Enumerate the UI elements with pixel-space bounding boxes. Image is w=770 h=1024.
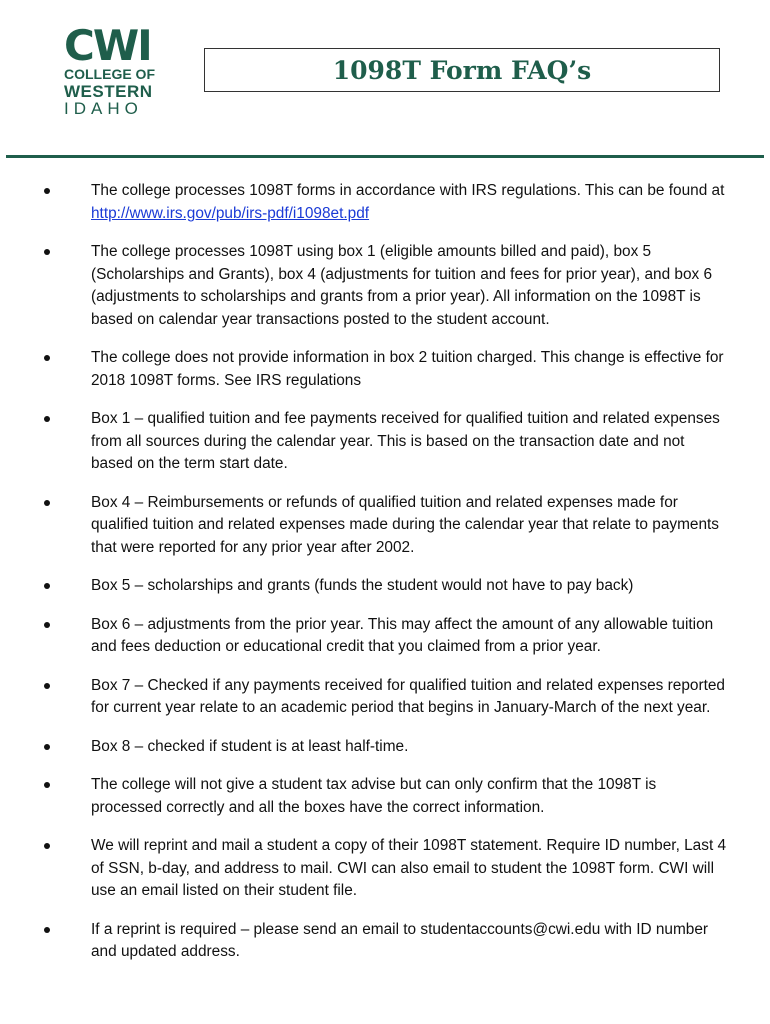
logo-line-3: IDAHO [64, 99, 143, 118]
faq-item [0, 492, 770, 560]
faq-item [0, 675, 770, 720]
bullet-icon [44, 500, 50, 506]
bullet-icon [44, 683, 50, 689]
page-title: 1098T Form FAQ’s [332, 55, 592, 85]
header-divider [6, 155, 764, 158]
faq-item-text: The college does not provide information in box 2 tuition charged. This change is effective for 2018 1098T forms. See IRS regulations [91, 349, 724, 389]
faq-item-text: The college processes 1098T using box 1 (eligible amounts billed and paid), box 5 (Scholarships and Grants), box 4 (adjustments for tuition and fees for prior year), and box 6 (adjustments to scholarships and grants from a prior year). All information on the 1098T is based on calendar year transactions posted to the student account. [91, 243, 713, 328]
faq-item-text: Box 8 – checked if student is at least half-time. [91, 737, 409, 755]
faq-item-text: Box 1 – qualified tuition and fee payments received for qualified tuition and related expenses from all sources during the calendar year. This is based on the transaction date and not based on the term start date. [91, 410, 720, 472]
faq-item-text: The college processes 1098T forms in accordance with IRS regulations. This can be found at [91, 182, 725, 199]
faq-item [0, 180, 770, 225]
logo-line-2: WESTERN [64, 82, 153, 101]
faq-item-text: Box 5 – scholarships and grants (funds the student would not have to pay back) [91, 577, 634, 594]
logo-line-1: COLLEGE OF [64, 66, 155, 82]
bullet-icon [44, 744, 50, 750]
faq-item-text: The college will not give a student tax advise but can only confirm that the 1098T is processed correctly and all the boxes have the correct information. [91, 776, 657, 816]
bullet-icon [44, 843, 50, 849]
faq-item [0, 736, 770, 759]
faq-list [0, 180, 770, 980]
bullet-icon [44, 583, 50, 589]
faq-item-text: Box 4 – Reimbursements or refunds of qualified tuition and related expenses made for qualified tuition and related expenses made during the calendar year that relate to payments that were reported for any prior year after 2002. [91, 493, 719, 556]
bullet-icon [44, 622, 50, 628]
faq-item [0, 347, 770, 392]
bullet-icon [44, 927, 50, 933]
bullet-icon [44, 782, 50, 788]
faq-item [0, 575, 770, 598]
logo-text [64, 66, 164, 117]
faq-item [0, 774, 770, 819]
logo-mark: CWI [64, 21, 151, 70]
bullet-icon [44, 188, 50, 194]
title-box [204, 48, 720, 92]
bullet-icon [44, 355, 50, 361]
faq-item [0, 835, 770, 903]
faq-item-text: Box 6 – adjustments from the prior year. This may affect the amount of any allowable tuition and fees deduction or educational credit that you claimed from a prior year. [91, 615, 714, 655]
irs-link[interactable]: http://www.irs.gov/pub/irs-pdf/i1098et.pdf [91, 204, 370, 222]
faq-item [0, 241, 770, 331]
faq-item-text: Box 7 – Checked if any payments received for qualified tuition and related expenses reported for current year relate to an academic period that begins in January-March of the next year. [91, 676, 725, 716]
faq-item-text: We will reprint and mail a student a copy of their 1098T statement. Require ID number, Last 4 of SSN, b-day, and address to mail. CWI can also email to student the 1098T form. CWI will use an email listed on their student file. [91, 837, 727, 899]
bullet-icon [44, 416, 50, 422]
faq-item-text: If a reprint is required – please send an email to studentaccounts@cwi.edu with ID number and updated address. [91, 920, 709, 960]
bullet-icon [44, 249, 50, 255]
faq-item [0, 919, 770, 964]
cwi-logo [64, 21, 164, 118]
faq-item [0, 408, 770, 476]
faq-item [0, 614, 770, 659]
